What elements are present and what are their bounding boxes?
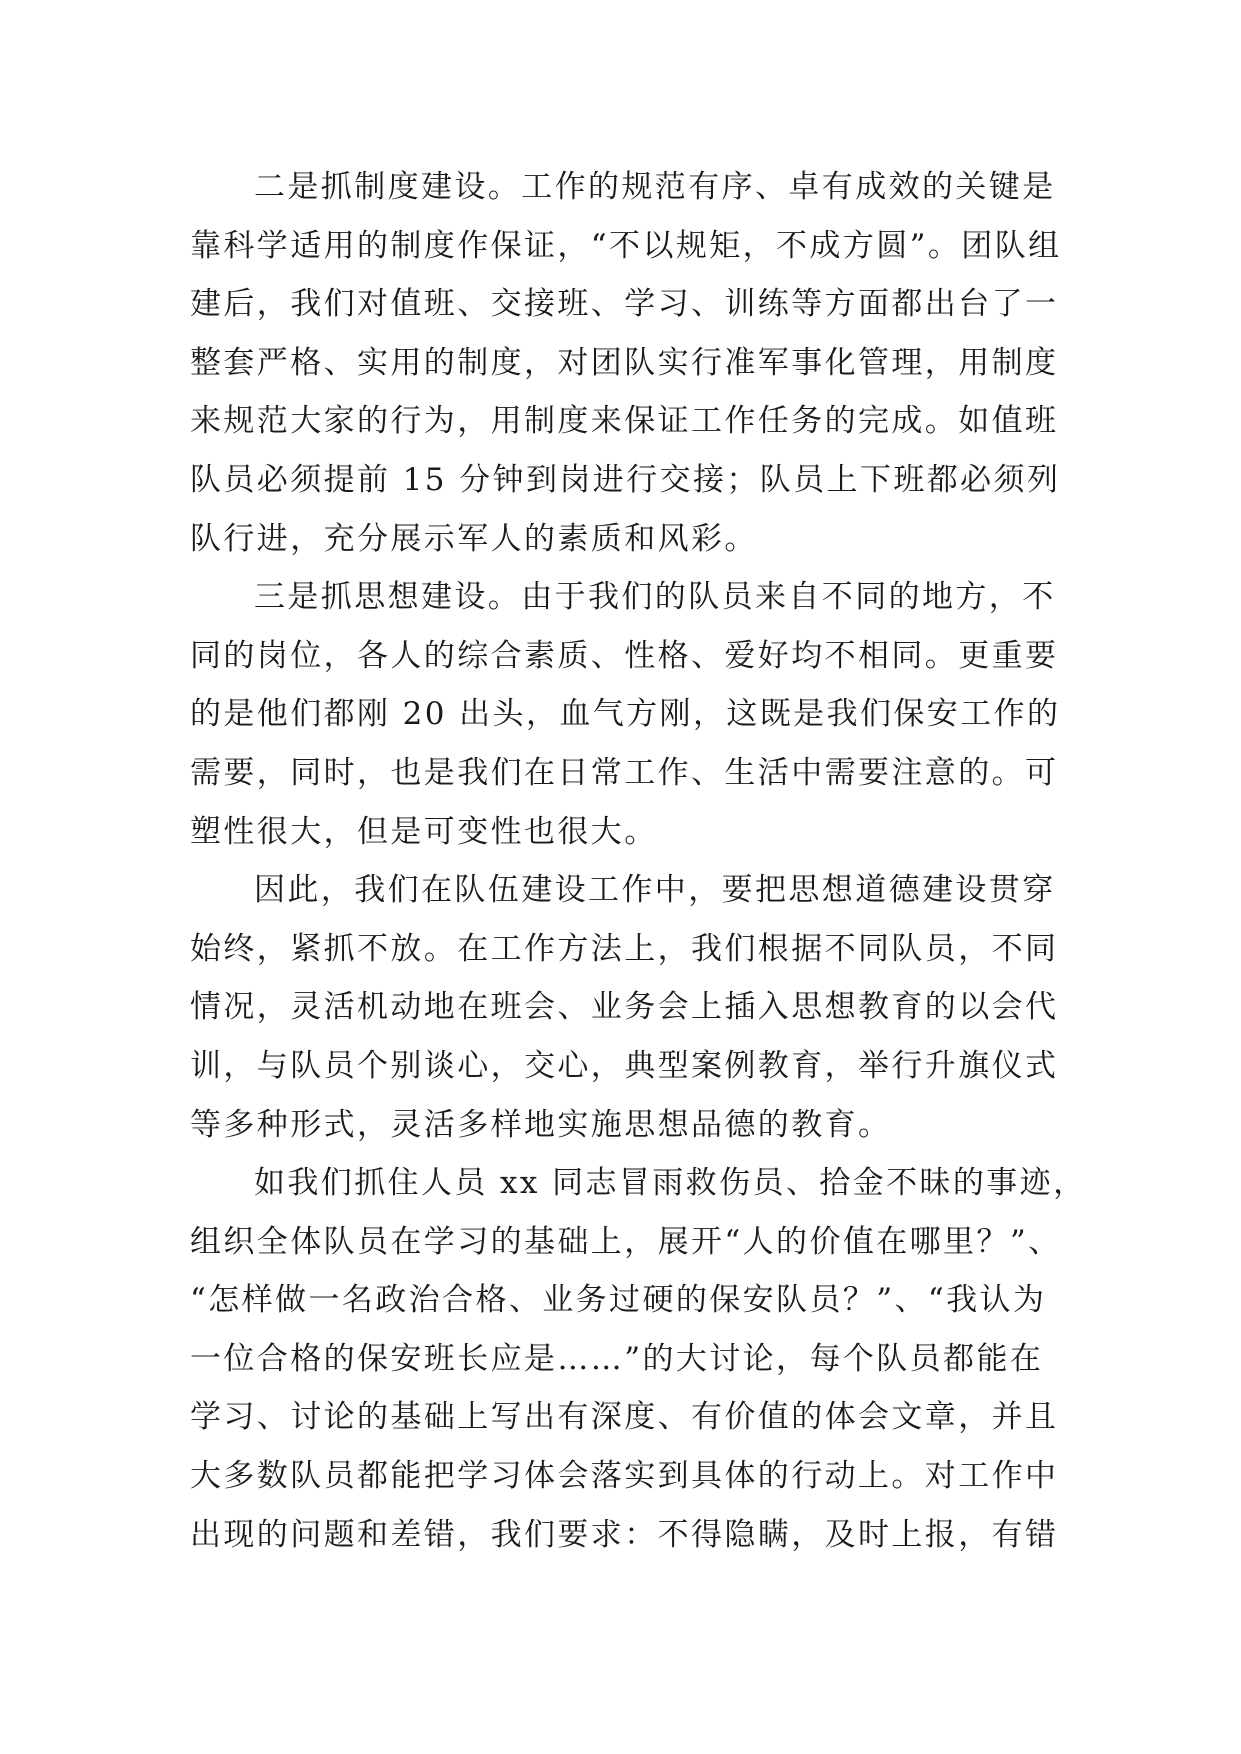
text-line: “怎样做一名政治合格、业务过硬的保安队员？”、“我认为 xyxy=(190,1282,1047,1319)
text-line: 队员必须提前 15 分钟到岗进行交接；队员上下班都必须列 xyxy=(190,461,1061,498)
text-line: 训，与队员个别谈心，交心，典型案例教育，举行升旗仪式 xyxy=(190,1047,1059,1084)
text-line: 如我们抓住人员 xx 同志冒雨救伤员、拾金不昧的事迹， xyxy=(254,1165,1087,1202)
text-line: 学习、讨论的基础上写出有深度、有价值的体会文章，并且 xyxy=(190,1399,1059,1436)
text-line: 来规范大家的行为，用制度来保证工作任务的完成。如值班 xyxy=(190,403,1059,440)
document-body xyxy=(190,158,1087,1564)
text-line: 大多数队员都能把学习体会落实到具体的行动上。对工作中 xyxy=(190,1458,1059,1495)
text-line: 一位合格的保安班长应是……”的大讨论，每个队员都能在 xyxy=(190,1340,1044,1377)
text-line: 情况，灵活机动地在班会、业务会上插入思想教育的以会代 xyxy=(190,989,1059,1026)
text-line: 塑性很大，但是可变性也很大。 xyxy=(190,813,658,850)
text-line: 需要，同时，也是我们在日常工作、生活中需要注意的。可 xyxy=(190,754,1059,791)
text-line: 三是抓思想建设。由于我们的队员来自不同的地方，不 xyxy=(254,579,1056,616)
text-line: 队行进，充分展示军人的素质和风彩。 xyxy=(190,520,758,557)
text-line: 的是他们都刚 20 出头，血气方刚，这既是我们保安工作的 xyxy=(190,696,1061,733)
text-line: 出现的问题和差错，我们要求：不得隐瞒，及时上报，有错 xyxy=(190,1516,1059,1553)
text-line: 等多种形式，灵活多样地实施思想品德的教育。 xyxy=(190,1106,892,1143)
text-line: 同的岗位，各人的综合素质、性格、爱好均不相同。更重要 xyxy=(190,637,1059,674)
text-line: 整套严格、实用的制度，对团队实行准军事化管理，用制度 xyxy=(190,344,1059,381)
text-line: 因此，我们在队伍建设工作中，要把思想道德建设贯穿 xyxy=(254,872,1056,909)
text-line: 建后，我们对值班、交接班、学习、训练等方面都出台了一 xyxy=(190,286,1059,323)
text-line: 靠科学适用的制度作保证，“不以规矩，不成方圆”。团队组 xyxy=(190,227,1062,264)
text-line: 始终，紧抓不放。在工作方法上，我们根据不同队员，不同 xyxy=(190,930,1059,967)
text-line: 组织全体队员在学习的基础上，展开“人的价值在哪里？”、 xyxy=(190,1223,1062,1260)
text-line: 二是抓制度建设。工作的规范有序、卓有成效的关键是 xyxy=(254,169,1056,205)
